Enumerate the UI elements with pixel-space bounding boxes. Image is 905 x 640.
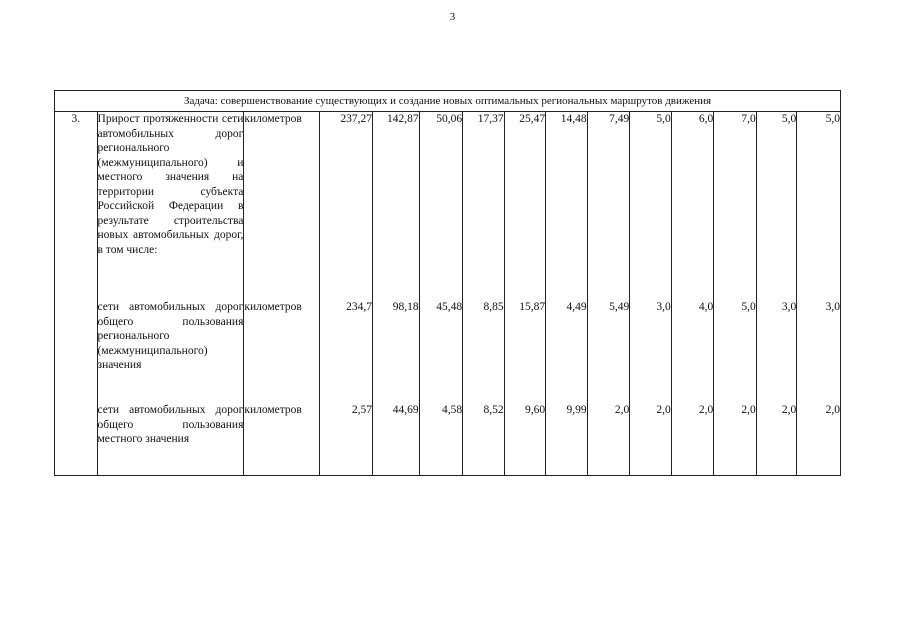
value-cell: 2,0: [797, 403, 841, 476]
value-cell: 4,49: [546, 300, 588, 403]
value-cell: 17,37: [463, 112, 505, 301]
value-cell: 8,52: [463, 403, 505, 476]
value-cell: 5,0: [797, 112, 841, 301]
table-row: [55, 300, 841, 403]
value-cell: 234,7: [320, 300, 373, 403]
task-header: Задача: совершенствование существующих и создание новых оптимальных региональных маршрутов движения: [55, 91, 841, 112]
unit-cell: километров: [244, 403, 320, 476]
value-cell: 5,0: [630, 112, 672, 301]
value-cell: 4,0: [671, 300, 714, 403]
value-cell: 5,49: [587, 300, 630, 403]
value-cell: 9,99: [546, 403, 588, 476]
value-cell: 25,47: [504, 112, 546, 301]
row-number: [55, 300, 98, 403]
value-cell: 8,85: [463, 300, 505, 403]
value-cell: 2,0: [671, 403, 714, 476]
value-cell: 5,0: [714, 300, 757, 403]
value-cell: 45,48: [419, 300, 463, 403]
indicator-name: сети автомобильных дорог общего пользования регионального (межмуниципального) значения: [97, 300, 244, 403]
table-row: [55, 403, 841, 476]
page-number: 3: [449, 11, 456, 23]
task-header-row: [55, 91, 841, 112]
value-cell: 98,18: [372, 300, 419, 403]
value-cell: 4,58: [419, 403, 463, 476]
value-cell: 2,0: [587, 403, 630, 476]
indicator-name: сети автомобильных дорог общего пользования местного значения: [97, 403, 244, 476]
value-cell: 6,0: [671, 112, 714, 301]
indicators-table: [54, 90, 841, 476]
value-cell: 50,06: [419, 112, 463, 301]
value-cell: 7,0: [714, 112, 757, 301]
unit-cell: километров: [244, 112, 320, 301]
row-number: [55, 403, 98, 476]
value-cell: 3,0: [756, 300, 797, 403]
value-cell: 5,0: [756, 112, 797, 301]
value-cell: 15,87: [504, 300, 546, 403]
value-cell: 2,57: [320, 403, 373, 476]
indicator-name: Прирост протяженности сети автомобильных дорог регионального (межмуниципального) и местного значения на территории субъекта Российской Федерации в результате строительства новых автомобильных дорог, в том числе:: [97, 112, 244, 301]
value-cell: 3,0: [630, 300, 672, 403]
value-cell: 9,60: [504, 403, 546, 476]
value-cell: 142,87: [372, 112, 419, 301]
table-row: [55, 112, 841, 301]
value-cell: 14,48: [546, 112, 588, 301]
value-cell: 44,69: [372, 403, 419, 476]
value-cell: 2,0: [630, 403, 672, 476]
row-number: 3.: [55, 112, 98, 301]
value-cell: 3,0: [797, 300, 841, 403]
value-cell: 2,0: [756, 403, 797, 476]
unit-cell: километров: [244, 300, 320, 403]
value-cell: 7,49: [587, 112, 630, 301]
value-cell: 2,0: [714, 403, 757, 476]
value-cell: 237,27: [320, 112, 373, 301]
